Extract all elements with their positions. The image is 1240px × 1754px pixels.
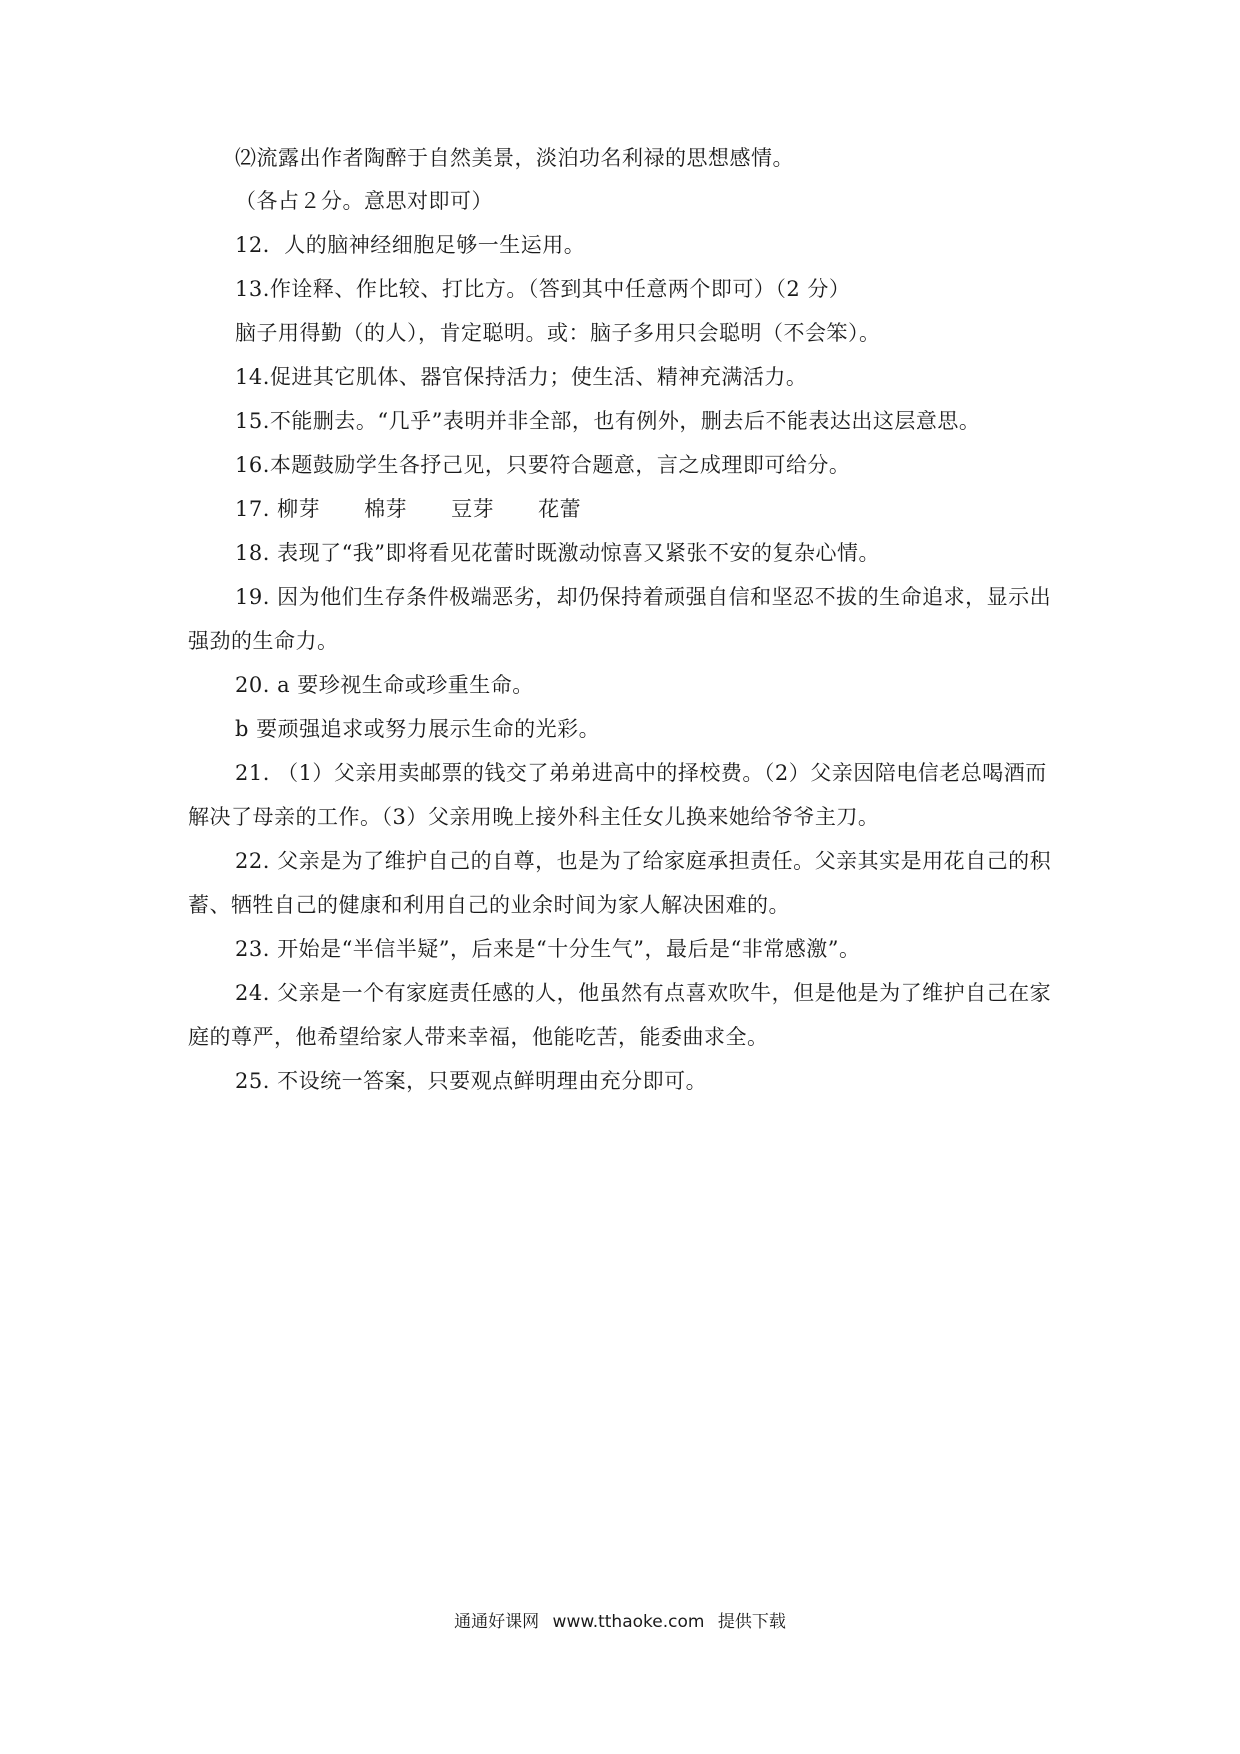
answer-line: 23. 开始是“半信半疑”，后来是“十分生气”，最后是“非常感激”。 bbox=[235, 937, 861, 961]
answer-line: 14.促进其它肌体、器官保持活力；使生活、精神充满活力。 bbox=[235, 365, 808, 389]
answer-17-item: 豆芽 bbox=[451, 497, 495, 521]
answer-line: 18. 表现了“我”即将看见花蕾时既激动惊喜又紧张不安的复杂心情。 bbox=[235, 541, 881, 565]
answer-line: 庭的尊严，他希望给家人带来幸福，他能吃苦，能委曲求全。 bbox=[188, 1025, 769, 1049]
answer-line: 21. （1）父亲用卖邮票的钱交了弟弟进高中的择校费。（2）父亲因陪电信老总喝酒而 bbox=[235, 761, 1047, 785]
answer-line: 解决了母亲的工作。（3）父亲用晚上接外科主任女儿换来她给爷爷主刀。 bbox=[188, 805, 880, 829]
answer-line: 22. 父亲是为了维护自己的自尊，也是为了给家庭承担责任。父亲其实是用花自己的积 bbox=[235, 849, 1052, 873]
answer-line: 12．人的脑神经细胞足够一生运用。 bbox=[235, 233, 586, 257]
answer-line: 20. a 要珍视生命或珍重生命。 bbox=[235, 673, 534, 697]
answer-line: 蓄、牺牲自己的健康和利用自己的业余时间为家人解决困难的。 bbox=[188, 893, 790, 917]
answer-line: ⑵流露出作者陶醉于自然美景，淡泊功名利禄的思想感情。 bbox=[235, 146, 794, 170]
answer-line: 25. 不设统一答案，只要观点鲜明理由充分即可。 bbox=[235, 1069, 708, 1093]
answer-17-item: 花蕾 bbox=[538, 497, 582, 521]
footer-url-link[interactable]: www.tthaoke.com bbox=[552, 1612, 705, 1632]
answer-line: 强劲的生命力。 bbox=[188, 629, 339, 653]
answer-line: 19. 因为他们生存条件极端恶劣，却仍保持着顽强自信和坚忍不拔的生命追求，显示出 bbox=[235, 585, 1052, 609]
answer-line: （各占２分。意思对即可） bbox=[235, 189, 493, 213]
page-footer bbox=[0, 1610, 1240, 1634]
answer-17-item: 棉芽 bbox=[364, 497, 408, 521]
answer-17-item: 17. 柳芽 bbox=[235, 497, 321, 521]
footer-suffix: 提供下载 bbox=[717, 1612, 786, 1632]
footer-site-name: 通通好课网 bbox=[454, 1612, 540, 1632]
answer-line: 24. 父亲是一个有家庭责任感的人，他虽然有点喜欢吹牛，但是他是为了维护自己在家 bbox=[235, 981, 1052, 1005]
answer-line: 脑子用得勤（的人），肯定聪明。或：脑子多用只会聪明（不会笨）。 bbox=[235, 321, 881, 345]
answer-line: 15.不能删去。“几乎”表明并非全部，也有例外，删去后不能表达出这层意思。 bbox=[235, 409, 981, 433]
answer-line: 16.本题鼓励学生各抒己见，只要符合题意，言之成理即可给分。 bbox=[235, 453, 851, 477]
answer-line: 13.作诠释、作比较、打比方。（答到其中任意两个即可）（2 分） bbox=[235, 277, 851, 301]
answer-line-17 bbox=[235, 494, 581, 524]
answer-line: b 要顽强追求或努力展示生命的光彩。 bbox=[235, 717, 601, 741]
